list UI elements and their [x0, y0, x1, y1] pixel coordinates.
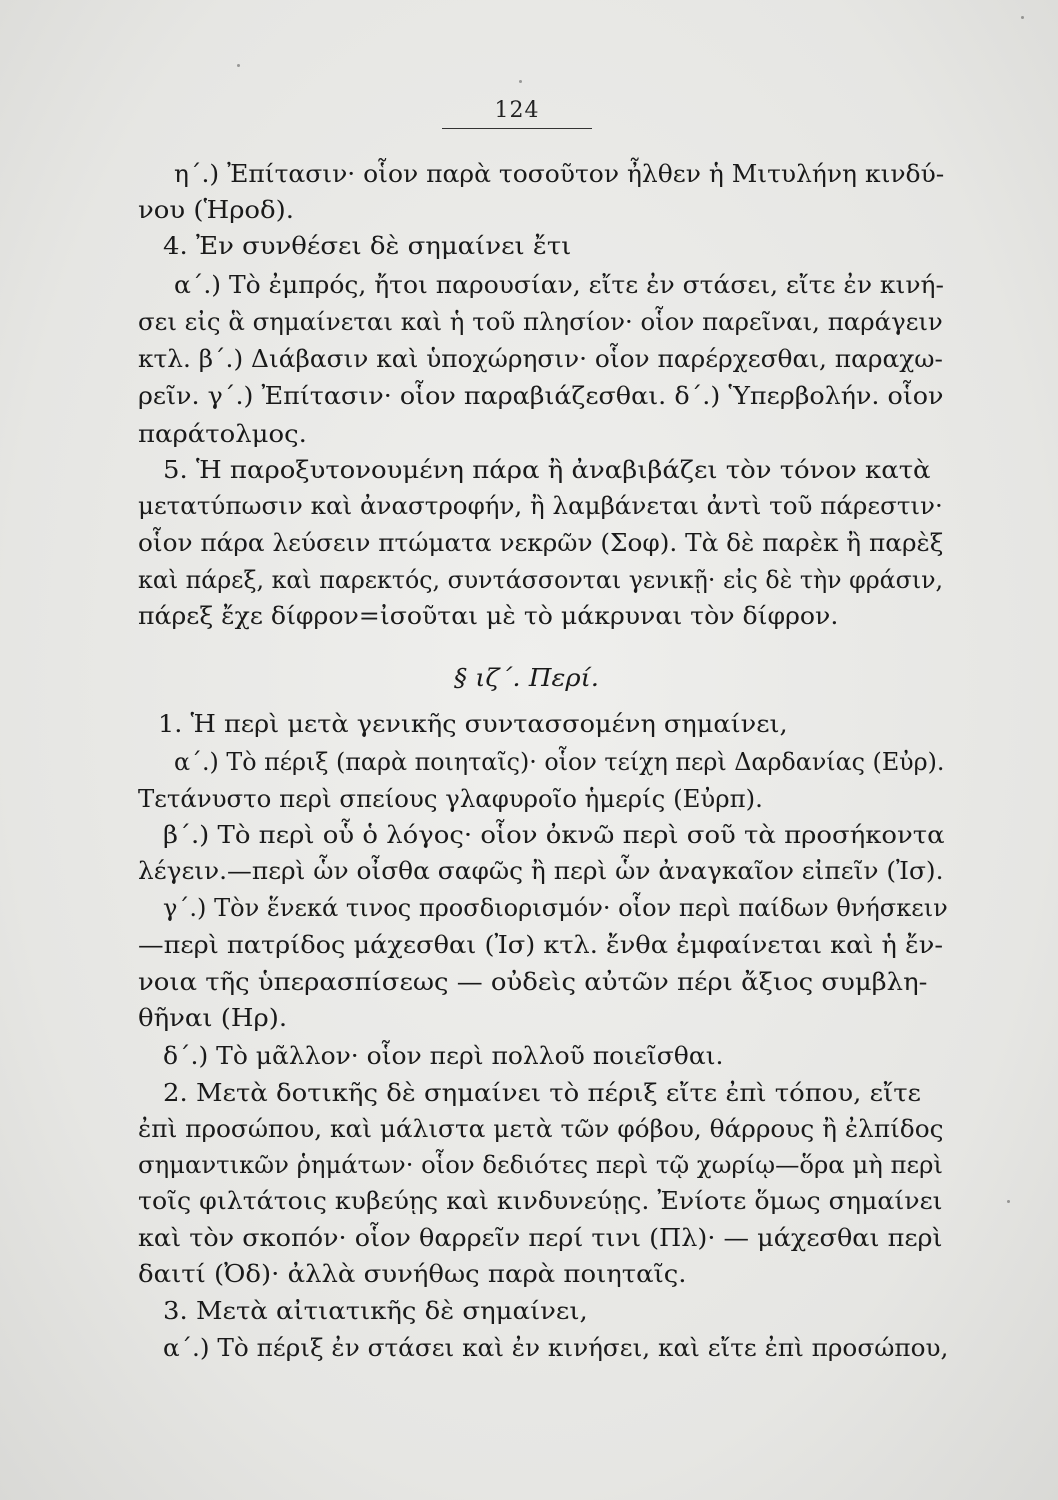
paper-speck: [237, 64, 240, 67]
text-line: 4. Ἐν συνθέσει δὲ σημαίνει ἔτι: [163, 232, 572, 260]
section-heading: § ιζ΄. Περί.: [454, 664, 600, 692]
text-line: α΄.) Τὸ πέριξ ἐν στάσει καὶ ἐν κινήσει, καὶ εἴτε ἐπὶ προσώπου,: [163, 1334, 949, 1362]
page-number-rule: [442, 128, 592, 129]
paper-speck: [519, 80, 522, 83]
text-line: μετατύπωσιν καὶ ἀναστροφήν, ἢ λαμβάνεται ἀντὶ τοῦ πάρεστιν·: [138, 492, 943, 520]
text-line: —περὶ πατρίδος μάχεσθαι (Ἰσ) κτλ. ἔνθα ἐμφαίνεται καὶ ἡ ἔν-: [138, 931, 943, 959]
paper-speck: [1021, 16, 1024, 19]
text-line: παράτολμος.: [138, 420, 307, 448]
text-line: οἷον πάρα λεύσειν πτώματα νεκρῶν (Σοφ). Τὰ δὲ παρὲκ ἢ παρὲξ: [138, 529, 944, 557]
text-line: νου (Ἡροδ).: [138, 196, 294, 224]
text-line: καὶ τὸν σκοπόν· οἷον θαρρεῖν περί τινι (Πλ)· — μάχεσθαι περὶ: [138, 1224, 943, 1252]
page-number: 124: [494, 98, 540, 123]
text-line: 3. Μετὰ αἰτιατικῆς δὲ σημαίνει,: [163, 1297, 588, 1325]
text-line: α΄.) Τὸ ἐμπρός, ἤτοι παρουσίαν, εἴτε ἐν στάσει, εἴτε ἐν κινή-: [174, 271, 944, 299]
text-line: νοια τῆς ὑπερασπίσεως — οὐδεὶς αὐτῶν πέρι ἄξιος συμβλη-: [138, 968, 928, 996]
text-line: ρεῖν. γ΄.) Ἐπίτασιν· οἷον παραβιάζεσθαι. δ΄.) Ὑπερβολήν. οἷον: [138, 382, 944, 410]
paper-speck: [1007, 1200, 1010, 1203]
text-line: 1. Ἡ περὶ μετὰ γενικῆς συντασσομένη σημαίνει,: [158, 710, 788, 738]
text-line: η΄.) Ἐπίτασιν· οἷον παρὰ τοσοῦτον ἦλθεν ἡ Μιτυλήνη κινδύ-: [174, 160, 945, 188]
text-line: ἐπὶ προσώπου, καὶ μάλιστα μετὰ τῶν φόβου, θάρρους ἢ ἐλπίδος: [138, 1115, 944, 1143]
text-line: Τετάνυστο περὶ σπείους γλαφυροῖο ἡμερίς (Εὐρπ).: [138, 785, 763, 813]
text-line: δαιτί (Ὀδ)· ἀλλὰ συνήθως παρὰ ποιηταῖς.: [138, 1260, 687, 1288]
text-line: λέγειν.—περὶ ὧν οἶσθα σαφῶς ἢ περὶ ὧν ἀναγκαῖον εἰπεῖν (Ἰσ).: [138, 857, 944, 885]
text-line: σει εἰς ἃ σημαίνεται καὶ ἡ τοῦ πλησίον· οἷον παρεῖναι, παράγειν: [138, 308, 943, 336]
text-line: 2. Μετὰ δοτικῆς δὲ σημαίνει τὸ πέριξ εἴτε ἐπὶ τόπου, εἴτε: [163, 1079, 921, 1107]
text-line: κτλ. β΄.) Διάβασιν καὶ ὑποχώρησιν· οἷον παρέρχεσθαι, παραχω-: [138, 345, 943, 373]
text-line: πάρεξ ἔχε δίφρον=ἰσοῦται μὲ τὸ μάκρυναι τὸν δίφρον.: [138, 602, 839, 630]
text-line: θῆναι (Ηρ).: [138, 1004, 288, 1032]
text-line: γ΄.) Τὸν ἕνεκά τινος προσδιορισμόν· οἷον περὶ παίδων θνήσκειν: [163, 894, 948, 922]
text-line: δ΄.) Τὸ μᾶλλον· οἷον περὶ πολλοῦ ποιεῖσθαι.: [163, 1042, 724, 1070]
text-line: α΄.) Τὸ πέριξ (παρὰ ποιηταῖς)· οἷον τείχη περὶ Δαρδανίας (Εὐρ).: [174, 748, 945, 776]
text-line: τοῖς φιλτάτοις κυβεύῃς καὶ κινδυνεύῃς. Ἐνίοτε ὅμως σημαίνει: [138, 1187, 943, 1215]
text-line: καὶ πάρεξ, καὶ παρεκτός, συντάσσονται γενικῇ· εἰς δὲ τὴν φράσιν,: [138, 566, 944, 594]
text-line: 5. Ἡ παροξυτονουμένη πάρα ἢ ἀναβιβάζει τὸν τόνον κατὰ: [163, 456, 931, 484]
text-line: σημαντικῶν ῥημάτων· οἷον δεδιότες περὶ τῷ χωρίῳ—ὅρα μὴ περὶ: [138, 1151, 943, 1179]
text-line: β΄.) Τὸ περὶ οὗ ὁ λόγος· οἷον ὀκνῶ περὶ σοῦ τὰ προσήκοντα: [163, 821, 945, 849]
